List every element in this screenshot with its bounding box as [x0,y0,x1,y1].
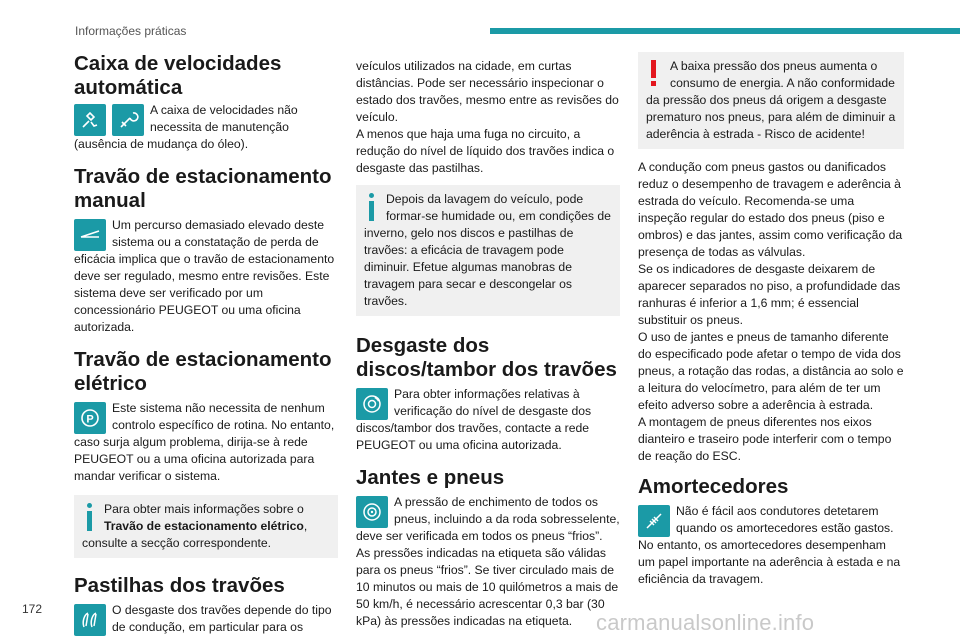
brake-discs-text: Para obter informações relativas à verificação do nível de desgaste dos discos/tambor dos travões, contacte a rede PEUGEOT ou uma oficina autorizada. [356,387,592,452]
watermark: carmanualsonline.info [596,610,815,635]
shock-absorber-icon [638,505,670,537]
shock-absorbers-text: Não é fácil aos condutores detetarem quando os amortecedores estão gastos. No entanto, os amortecedores desempenham um papel importante na aderência à estada e na eficiência da travagem. [638,504,901,586]
warning-note-tyre-pressure [638,52,904,149]
note-text-part: , consulte a secção correspondente. [82,519,308,550]
running-head: Informações práticas [75,24,187,38]
brake-pads-paragraph [74,602,338,636]
electric-brake-paragraph [74,400,338,485]
section-title-shock-absorbers: Amortecedores [638,475,789,498]
info-note-text [82,501,330,552]
warning-icon [646,60,660,90]
column-3 [638,52,904,588]
gearbox-maintenance-icon [74,104,106,136]
tyre-axle-text: A montagem de pneus diferentes nos eixos dianteiro e traseiro pode interferir com o tempo de reação do ESC. [638,415,892,463]
electric-brake-text: Este sistema não necessita de nenhum controlo específico de rotina. No entanto, caso surja algum problema, dirija-se à rede PEUGEOT ou a uma oficina autorizada para mandar verificar o sistema. [74,401,335,483]
gearbox-paragraph [74,102,338,153]
info-note-wash-text: Depois da lavagem do veículo, pode formar-se humidade ou, em condições de inverno, gelo nos discos e pastilhas de travões: a eficácia de travagem pode diminuir. Efetue algumas manobras de travagem para secar e descongelar os travões. [364,192,611,308]
manual-brake-text: Um percurso demasiado elevado deste sistema ou a constatação de perda de eficácia implica que o travão de estacionamento deve ser regulado, mesmo entre revisões. Este sistema deve ser verificado por um concessionário PEUGEOT ou uma oficina autorizada. [74,218,335,334]
column-1 [74,52,338,636]
handbrake-lever-icon [74,219,106,251]
brake-fluid-text: A menos que haja uma fuga no circuito, a redução do nível de líquido dos travões indica o desgaste das pastilhas. [356,127,615,175]
gearbox-wrench-icon [112,104,144,136]
tyre-condition-text: A condução com pneus gastos ou danificados reduz o desempenho de travagem e aderência à estrada do veículo. Recomenda-se uma inspeção regular do estado dos pneus (piso e ombros) e das jantes, assim como verificação da presença de todas as válvulas. [638,160,903,259]
brake-pads-text: O desgaste dos travões depende do tipo de condução, em particular para os [112,603,332,634]
gearbox-text: A caixa de velocidades não necessita de manutenção (ausência de mudança do óleo). [74,103,298,151]
svg-text:P: P [86,413,94,426]
info-icon [82,503,96,533]
manual-brake-paragraph [74,217,338,336]
info-icon [364,193,378,223]
section-title-manual-brake: Travão de estacionamento manual [74,165,332,212]
tyre-pressure-icon [356,496,388,528]
warning-note-text: A baixa pressão dos pneus aumenta o consumo de energia. A não conformidade da pressão dos pneus dá origem a desgaste prematuro nos pneus, para além de diminuir a aderência à estrada - Risco de acidente! [646,59,896,141]
gearbox-icons [74,104,144,136]
brake-discs-paragraph [356,386,620,454]
tyre-size-text: O uso de jantes e pneus de tamanho diferente do especificado pode afetar o tempo de vida dos pneus, a rotação das rodas, a distância ao solo e a leitura do velocímetro, para além de ter um efeito adverso sobre a aderência à estrada. [638,330,904,412]
wheels-text-2: As pressões indicadas na etiqueta são válidas para os pneus “frios”. Se tiver circulado mais de 10 minutos ou mais de 10 quilómetros a mais de 50 km/h, é necessário acrescentar 0,3 bar (30 kPa) às pressões indicadas na etiqueta. [356,546,619,628]
section-title-electric-brake: Travão de estacionamento elétrico [74,348,332,395]
note-bold-link-text: Travão de estacionamento elétrico [104,519,304,533]
column-2 [356,58,620,630]
header-accent-bar [490,28,960,34]
brake-pads-text-continued: veículos utilizados na cidade, em curtas distâncias. Pode ser necessário inspecionar o estado dos travões, mesmo entre as revisões do veículo. [356,59,619,124]
section-title-gearbox: Caixa de velocidades automática [74,52,282,99]
section-title-brake-discs: Desgaste dos discos/tambor dos travões [356,334,617,381]
note-text-part: Para obter mais informações sobre o [104,502,304,516]
info-note-electric-brake [74,495,338,558]
section-title-wheels-tyres: Jantes e pneus [356,466,505,489]
section-title-brake-pads: Pastilhas dos travões [74,574,285,597]
brake-pads-icon [74,604,106,636]
shock-absorbers-paragraph [638,503,904,588]
info-note-wash [356,185,620,316]
tyre-wear-indicator-text: Se os indicadores de desgaste deixarem de aparecer separados no piso, a profundidade das ranhuras é inferior a 1,6 mm; é essencial substituir os pneus. [638,262,901,327]
brake-disc-icon [356,388,388,420]
page-number: 172 [22,602,43,616]
wheels-text: A pressão de enchimento de todos os pneus, incluindo a da roda sobresselente, deve ser verificada em todos os pneus “frios”. [356,495,620,543]
parking-brake-p-icon [74,402,106,434]
wheels-paragraph [356,494,620,545]
